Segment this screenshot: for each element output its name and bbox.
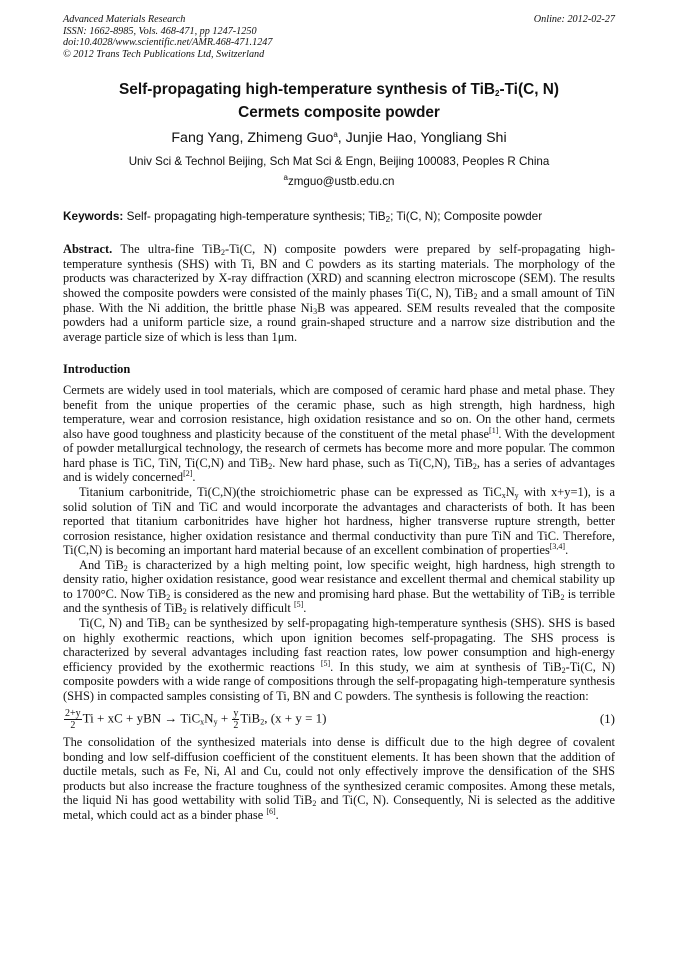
paragraph xyxy=(63,485,615,558)
abstract-sub: 2 xyxy=(220,248,225,258)
text: . With the development of powder metallurgical technology, the research of cermets has become more and more popular. The common hard phase is TiC, TiN, Ti(C,N) and TiB xyxy=(63,426,615,470)
citation[interactable]: [1] xyxy=(489,425,499,435)
journal-info xyxy=(63,14,272,60)
equation-text: TiB xyxy=(240,710,261,726)
denominator: 2 xyxy=(70,719,76,731)
text: . New hard phase, such as Ti(C,N), TiB xyxy=(272,455,473,470)
abstract-text: B was appeared. SEM results revealed that the composite powders had a uniform particle size, a round grain-shaped structure and a narrow size distribution and the average particle size of which is less than 1μm. xyxy=(63,300,615,344)
text: Titanium carbonitride, Ti(C,N)(the stroichiometric phase can be expressed as TiC xyxy=(79,485,502,500)
text: N xyxy=(505,485,515,500)
paper-title xyxy=(63,78,615,124)
issn-line: ISSN: 1662-8985, Vols. 468-471, pp 1247-1250 xyxy=(63,25,257,37)
fraction xyxy=(64,708,82,731)
abstract-sub: 3 xyxy=(313,306,318,316)
abstract-text: The ultra-fine TiB xyxy=(112,242,221,257)
keywords-label: Keywords: xyxy=(63,209,124,224)
paper-page xyxy=(63,14,615,823)
equation-text: N xyxy=(204,710,214,726)
subscript: 2 xyxy=(472,461,477,471)
text: is relatively difficult xyxy=(186,601,294,616)
online-date: Online: 2012-02-27 xyxy=(533,14,615,25)
title-sub: 2 xyxy=(494,89,500,99)
subscript: x xyxy=(501,491,506,501)
subscript: 2 xyxy=(165,621,170,631)
text: with x+y=1), is a solid solution of TiN and TiC and would incorporate the advantages and characterists of both. It has been reported that titanium carbonitrides have higher hot hardness, higher transverse rupture strength, better corrosion resistance, higher oxidation resistance and thermal conductivity than pure TiN and TiC. Therefore, Ti(C,N) is becoming an important hard material because of an excellent combination of properties xyxy=(63,485,616,558)
email-address[interactable]: zmguo@ustb.edu.cn xyxy=(287,175,395,189)
citation[interactable]: [3,4] xyxy=(549,542,566,552)
text: and Ti(C, N). Consequently, Ni is selected as the additive metal, which could act as a binder phase xyxy=(63,793,615,822)
text: is terrible and the synthesis of TiB xyxy=(63,586,616,616)
equation-number: (1) xyxy=(599,711,615,727)
numerator: 2+y xyxy=(65,707,81,719)
text: . In this study, we aim at synthesis of TiB xyxy=(330,659,562,674)
equation-text: + xyxy=(217,710,232,726)
subscript: 2 xyxy=(561,665,566,675)
journal-name: Advanced Materials Research xyxy=(63,14,186,25)
author-sup: a xyxy=(333,130,338,140)
citation[interactable]: [5] xyxy=(320,658,331,668)
section-heading: Introduction xyxy=(63,362,131,377)
abstract xyxy=(63,242,615,344)
abstract-text: -Ti(C, N) composite powders were prepared by self-propagating high-temperature synthesis (SHS) with Ti, BN and C powders as its starting materials. The morphology of the products was characterized by X-ray diffraction (XRD) and scanning electron microscope (SEM). The results showed the composite powders were consisted of the mainly phases Ti(C, N), TiB xyxy=(63,242,615,301)
equation-text: , (x + y = 1) xyxy=(264,710,327,726)
subscript: 2 xyxy=(268,461,273,471)
text: -Ti(C, N) composite powders with a wide range of compositions through the self-propagating high-temperature synthesis (SHS) in compacted samples consisting of Ti, BN and C powders. The synthesis is following the reaction: xyxy=(63,659,615,703)
subscript: 2 xyxy=(123,563,128,573)
subscript: y xyxy=(213,717,218,727)
numerator: y xyxy=(233,707,239,719)
subscript: 2 xyxy=(166,592,171,602)
text: . xyxy=(192,470,196,485)
subscript: 2 xyxy=(560,592,565,602)
keywords xyxy=(63,209,615,224)
title-line1-b: -Ti(C, N) xyxy=(499,81,559,99)
text: is considered as the new and promising hard phase. But the wettability of TiB xyxy=(170,586,561,601)
keywords-text-end: ; Ti(C, N); Composite powder xyxy=(390,209,543,224)
text: The consolidation of the synthesized materials into dense is difficult due to the high degree of covalent bonding and low self-diffusion coefficient of the constituent elements. It has been shown that the addition of ductile metals, such as Fe, Ni, Al and Cu, could not only effectively improve the densification of the SHS products but also increase the fracture toughness of the synthesized ceramic composites. Among these metals, the liquid Ni has good wettability with solid TiB xyxy=(63,735,615,808)
title-line1-a: Self-propagating high-temperature synthesis of TiB xyxy=(119,81,495,99)
abstract-text: and a small amount of TiN phase. With the Ni addition, the brittle phase Ni xyxy=(63,286,616,315)
paragraph xyxy=(63,735,615,822)
paragraph xyxy=(63,558,615,616)
copyright-line: © 2012 Trans Tech Publications Ltd, Switzerland xyxy=(63,48,265,60)
text: Cermets are widely used in tool materials, which are composed of ceramic hard phase and metal phase. They benefit from the unique properties of the ceramic phase, such as high strength, high hardness, high temperature, wear and corrosion resistance, high oxidation resistance and so on. On the other hand, cermets also have good toughness and plasticity because of the constituent of the metal phase xyxy=(63,383,615,441)
denominator: 2 xyxy=(233,719,239,731)
citation[interactable]: [6] xyxy=(266,806,276,816)
text: . xyxy=(565,543,569,558)
text: And TiB xyxy=(79,557,124,572)
text: , has a series of advantages and is widely concerned xyxy=(63,455,615,485)
affiliation: Univ Sci & Technol Beijing, Sch Mat Sci & Engn, Beijing 100083, Peoples R China xyxy=(128,155,550,169)
paragraph xyxy=(63,383,615,485)
text: can be synthesized by self-propagating high-temperature synthesis (SHS). SHS is based on highly exothermic reactions, which upon ignition becomes self-propagating. The SHS process is characterized by several advantages including fast reaction rates, low power consumption and high-energy efficiency provided by the exothermic reactions xyxy=(63,615,616,674)
author-list xyxy=(63,129,615,147)
citation[interactable]: [2] xyxy=(183,469,193,479)
author-rest: , Junjie Hao, Yongliang Shi xyxy=(337,130,507,147)
introduction-body xyxy=(63,383,615,822)
keywords-sub: 2 xyxy=(385,215,391,225)
text: is characterized by a high melting point, low specific weight, high hardness, high strength to density ratio, higher oxidation resistance, good wear resistance and excellent thermal and chemical stability up to 1700°C. Now TiB xyxy=(63,557,615,601)
citation[interactable]: [5] xyxy=(293,600,304,610)
equation xyxy=(63,704,615,734)
equation-body xyxy=(63,708,327,731)
journal-header xyxy=(63,14,615,60)
doi-line: doi:10.4028/www.scientific.net/AMR.468-471.1247 xyxy=(63,37,273,49)
paragraph xyxy=(63,616,615,703)
subscript: y xyxy=(514,491,519,501)
email-sup: a xyxy=(283,173,288,183)
text: Ti(C, N) and TiB xyxy=(79,615,166,630)
title-line2: Cermets composite powder xyxy=(238,104,440,122)
text: . xyxy=(275,807,279,822)
subscript: x xyxy=(200,717,205,727)
author-first: Fang Yang, Zhimeng Guo xyxy=(171,130,334,147)
abstract-sub: 2 xyxy=(473,292,478,302)
subscript: 2 xyxy=(182,607,187,617)
equation-text: Ti + xC + yBN → TiC xyxy=(82,710,201,726)
fraction xyxy=(232,708,239,731)
abstract-label: Abstract. xyxy=(63,242,113,257)
author-email xyxy=(63,175,615,189)
subscript: 2 xyxy=(260,717,265,727)
text: . xyxy=(303,601,307,616)
subscript: 2 xyxy=(312,799,317,809)
keywords-text: Self- propagating high-temperature synthesis; TiB xyxy=(123,209,386,224)
